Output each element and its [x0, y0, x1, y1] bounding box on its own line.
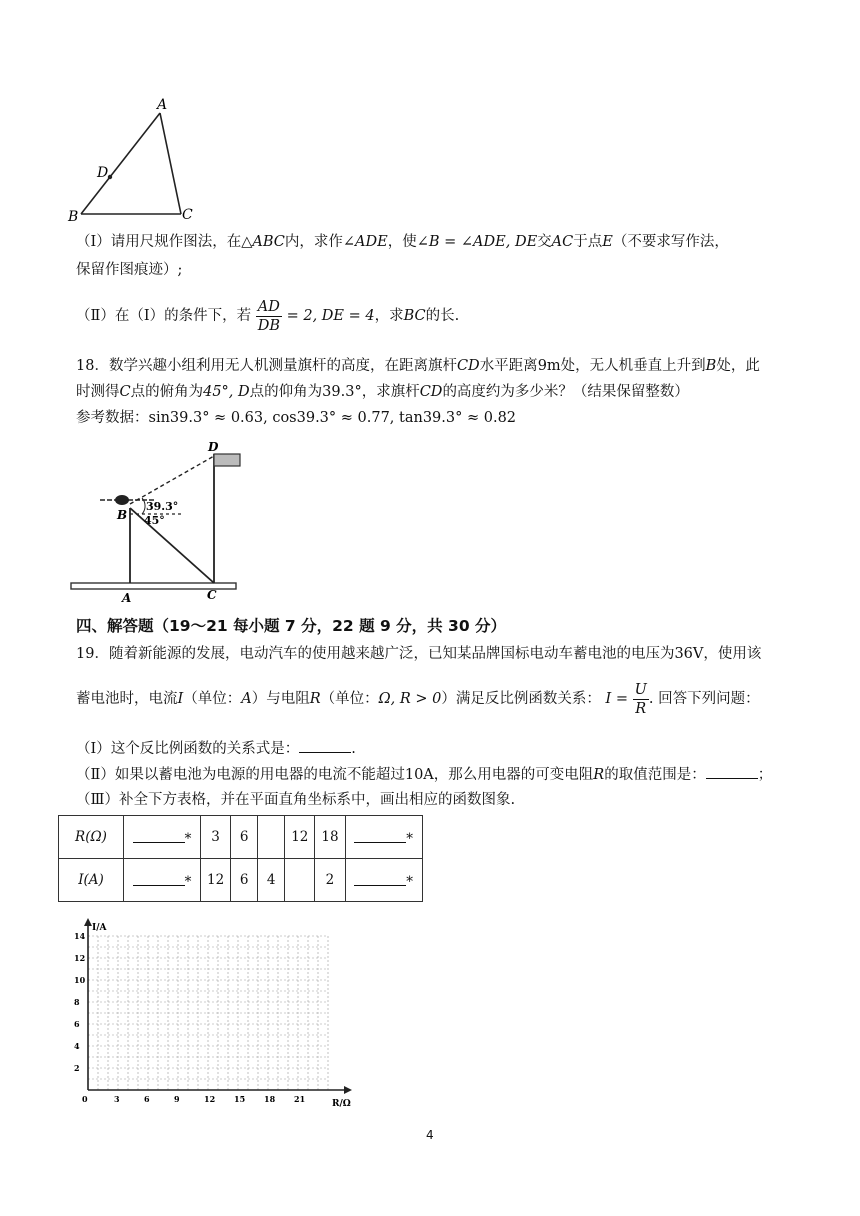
y-axis-label: I/A: [92, 923, 107, 933]
y-tick-label: 6: [74, 1019, 80, 1029]
vertex-label-d: D: [97, 165, 109, 181]
table-cell: 3: [201, 816, 231, 859]
table-cell: 6: [231, 816, 258, 859]
answer-blank[interactable]: [299, 738, 351, 753]
figure-angle-45: 45°: [144, 514, 165, 527]
vertex-label-c: C: [182, 207, 193, 223]
figure-angle-39: 39.3°: [146, 500, 179, 513]
figure-label-a: A: [122, 591, 132, 604]
y-tick-label: 14: [74, 931, 86, 941]
triangle-abc-figure: [60, 95, 210, 225]
page-number: 4: [426, 1128, 434, 1142]
q19-part1: （Ⅰ）这个反比例函数的关系式是： .: [76, 738, 356, 759]
coordinate-grid[interactable]: [70, 918, 370, 1108]
table-cell: 6: [231, 859, 258, 902]
q19-part3: （Ⅲ）补全下方表格，并在平面直角坐标系中，画出相应的函数图象.: [76, 792, 516, 808]
q18-line2: 时测得C点的俯角为45°, D点的仰角为39.3°，求旗杆CD的高度约为多少米？（结果保留整数）: [76, 384, 689, 400]
vertex-label-b: B: [68, 209, 79, 225]
q19-line1: 19．随着新能源的发展，电动汽车的使用越来越广泛，已知某品牌国标电动车蓄电池的电压为36V，使用该: [76, 646, 762, 662]
table-cell[interactable]: *: [124, 816, 201, 859]
y-tick-label: 2: [74, 1063, 80, 1073]
table-cell: 4: [258, 859, 285, 902]
table-cell: 12: [201, 859, 231, 902]
figure-label-b: B: [117, 508, 128, 522]
table-row: [59, 816, 423, 859]
figure-label-d: D: [208, 440, 219, 454]
y-tick-label: 8: [74, 997, 80, 1007]
table-row: [59, 859, 423, 902]
vertex-label-a: A: [157, 97, 168, 113]
row-label-i: I(A): [59, 859, 124, 902]
fraction-u-r: $\frac{U}{R}$: [634, 681, 647, 717]
y-tick-label: 10: [74, 975, 86, 985]
q19-part2: （Ⅱ）如果以蓄电池为电源的用电器的电流不能超过10A，那么用电器的可变电阻R的取值范围是： ；: [76, 764, 772, 785]
section-heading: 四、解答题（19～21 每小题 7 分，22 题 9 分，共 30 分）: [76, 617, 507, 635]
q19-line2: 蓄电池时，电流I（单位：A）与电阻R（单位：Ω, R > 0）满足反比例函数关系： I = $\frac{U}{R}$ . 回答下列问题：: [76, 681, 760, 717]
x-tick-label: 3: [114, 1094, 120, 1104]
fraction-ad-db: $\frac{AD}{DB}$: [257, 298, 280, 334]
q17-part1-line2: 保留作图痕迹）;: [76, 262, 183, 278]
q17-part1-line1: （Ⅰ）请用尺规作图法，在△ABC内，求作∠ADE，使∠B = ∠ADE, DE交AC于点E（不要求写作法，: [76, 234, 729, 250]
value-table: [58, 815, 423, 902]
y-tick-label: 12: [74, 953, 86, 963]
q18-reference-data: 参考数据：sin39.3° ≈ 0.63, cos39.3° ≈ 0.77, tan39.3° ≈ 0.82: [76, 410, 517, 426]
x-tick-label: 15: [234, 1094, 246, 1104]
x-tick-label: 21: [294, 1094, 306, 1104]
x-tick-label: 18: [264, 1094, 276, 1104]
x-axis-label: R/Ω: [332, 1099, 351, 1108]
table-cell[interactable]: *: [124, 859, 201, 902]
flagpole-drone-figure: [66, 440, 246, 604]
table-cell[interactable]: *: [345, 859, 422, 902]
y-tick-label: 4: [74, 1041, 80, 1051]
figure-label-c: C: [207, 588, 217, 602]
x-tick-label: 0: [82, 1094, 88, 1104]
x-tick-label: 6: [144, 1094, 150, 1104]
table-cell[interactable]: [285, 859, 315, 902]
table-cell[interactable]: [258, 816, 285, 859]
q18-line1: 18．数学兴趣小组利用无人机测量旗杆的高度，在距离旗杆CD水平距离9m处，无人机垂直上升到B处，此: [76, 358, 760, 374]
table-cell: 12: [285, 816, 315, 859]
table-cell: 18: [315, 816, 345, 859]
q17-part2: （Ⅱ）在（Ⅰ）的条件下，若 $\frac{AD}{DB}$ = 2, DE = 4，求BC的长.: [76, 298, 460, 334]
x-tick-label: 9: [174, 1094, 180, 1104]
table-cell[interactable]: *: [345, 816, 422, 859]
table-cell: 2: [315, 859, 345, 902]
answer-blank[interactable]: [706, 764, 758, 779]
x-tick-label: 12: [204, 1094, 216, 1104]
row-label-r: R(Ω): [59, 816, 124, 859]
